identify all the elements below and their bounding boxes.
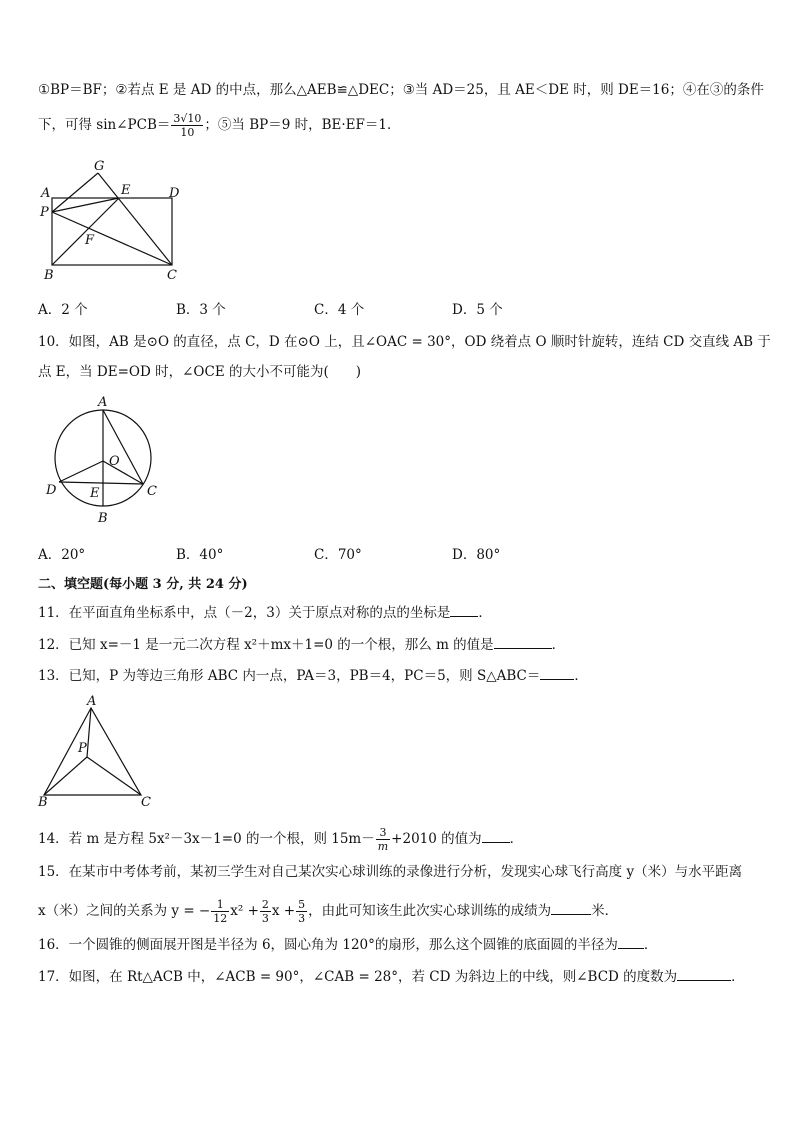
q16: 16．一个圆锥的侧面展开图是半径为 6，圆心角为 120°的扇形，那么这个圆锥的底面圆的半径为 ． bbox=[38, 934, 657, 955]
q15-f1-num: 1 bbox=[211, 898, 229, 912]
q15-unit: 米． bbox=[591, 903, 619, 919]
q9-fraction-num: 3√10 bbox=[173, 112, 202, 125]
q9-option-c[interactable]: C．4 个 bbox=[314, 302, 365, 318]
q9-option-a[interactable]: A．2 个 bbox=[38, 302, 88, 318]
q12: 12．已知 x=－1 是一元二次方程 x²＋mx＋1=0 的一个根，那么 m 的值是 ． bbox=[38, 634, 565, 655]
q9-label-E: E bbox=[121, 183, 131, 198]
q9-statements-line1: ①BP＝BF；②若点 E 是 AD 的中点，那么△AEB≌△DEC；③当 AD＝25，且 AE＜DE 时，则 DE＝16；④在③的条件 bbox=[38, 82, 764, 98]
q13-label-B: B bbox=[38, 795, 48, 810]
q10-option-c[interactable]: C．70° bbox=[314, 547, 362, 563]
q9-label-A: A bbox=[41, 186, 51, 201]
q9-label-G: G bbox=[94, 159, 105, 174]
q10-option-d[interactable]: D．80° bbox=[452, 547, 501, 563]
q15-f1-den: 12 bbox=[213, 912, 228, 925]
q13: 13．已知，P 为等边三角形 ABC 内一点，PA＝3，PB＝4，PC＝5，则 S△ABC＝ ． bbox=[38, 665, 588, 686]
q9-label-C: C bbox=[167, 268, 177, 283]
q15-f2-den: 3 bbox=[261, 912, 269, 925]
q9-line2-text-b: ；⑤当 BP＝9 时，BE·EF＝1． bbox=[204, 117, 401, 133]
q13-label-P: P bbox=[78, 741, 87, 756]
q10-label-C: C bbox=[147, 484, 157, 499]
q9-option-b[interactable]: B．3 个 bbox=[176, 302, 226, 318]
q11-text: 11．在平面直角坐标系中，点（－2，3）关于原点对称的点的坐标是 bbox=[38, 605, 451, 621]
q15-line1: 15．在某市中考体考前，某初三学生对自己某次实心球训练的录像进行分析，发现实心球飞行高度 y（米）与水平距离 bbox=[38, 864, 743, 880]
q17: 17．如图，在 Rt△ACB 中，∠ACB = 90°，∠CAB = 28°，若 CD 为斜边上的中线，则∠BCD 的度数为 ． bbox=[38, 966, 745, 987]
q9-label-F: F bbox=[85, 233, 95, 248]
q15-mid-1: x² + bbox=[230, 903, 259, 919]
q15-fraction-3 bbox=[296, 898, 307, 925]
q9-fraction-den: 10 bbox=[180, 126, 195, 139]
q10-label-O: O bbox=[109, 454, 120, 469]
q13-label-C: C bbox=[141, 795, 151, 810]
q14-answer-blank[interactable] bbox=[482, 828, 510, 843]
q15-line2 bbox=[38, 898, 618, 925]
q14: 14．若 m 是方程 5x²－3x－1=0 的一个根，则 15m－ $\frac{3}{m}$ +2010 的值为 ． bbox=[38, 826, 524, 853]
q13-text: 13．已知，P 为等边三角形 ABC 内一点，PA＝3，PB＝4，PC＝5，则 S△ABC＝ bbox=[38, 668, 541, 684]
q15-text-a: x（米）之间的关系为 y = − bbox=[38, 903, 211, 919]
q10-label-B: B bbox=[98, 511, 108, 526]
q15-fraction-2 bbox=[260, 898, 271, 925]
q9-label-D: D bbox=[169, 186, 180, 201]
q15-text-b: ，由此可知该生此次实心球训练的成绩为 bbox=[308, 903, 552, 919]
section-fill-in-title: 二、填空题(每小题 3 分, 共 24 分) bbox=[38, 577, 248, 592]
q15-answer-blank[interactable] bbox=[551, 900, 591, 915]
q15-f2-num: 2 bbox=[261, 898, 269, 911]
q16-text: 16．一个圆锥的侧面展开图是半径为 6，圆心角为 120°的扇形，那么这个圆锥的底面圆的半径为 bbox=[38, 937, 618, 953]
q11: 11．在平面直角坐标系中，点（－2，3）关于原点对称的点的坐标是 ． bbox=[38, 602, 492, 623]
q10-stem-line2: 点 E，当 DE=OD 时，∠OCE 的大小不可能为( ) bbox=[38, 364, 361, 380]
q15-mid-2: x + bbox=[271, 903, 296, 919]
q14-fraction-num: 3 bbox=[376, 826, 390, 840]
q10-stem-line1: 10．如图，AB 是⊙O 的直径，点 C，D 在⊙O 上，且∠OAC = 30°，OD 绕着点 O 顺时针旋转，连结 CD 交直线 AB 于 bbox=[38, 334, 771, 350]
q10-label-D: D bbox=[46, 483, 57, 498]
q15-f3-den: 3 bbox=[298, 912, 306, 925]
q9-line2-text-a: 下，可得 sin∠PCB＝ bbox=[38, 117, 171, 133]
q10-option-b[interactable]: B．40° bbox=[176, 547, 224, 563]
q14-fraction bbox=[376, 826, 390, 853]
q12-text: 12．已知 x=－1 是一元二次方程 x²＋mx＋1=0 的一个根，那么 m 的值是 bbox=[38, 637, 494, 653]
q14-fraction-den: m bbox=[377, 840, 389, 853]
q16-answer-blank[interactable] bbox=[618, 934, 644, 949]
q10-option-a[interactable]: A．20° bbox=[38, 547, 86, 563]
q14-text-a: 14．若 m 是方程 5x²－3x－1=0 的一个根，则 15m－ bbox=[38, 831, 375, 847]
q17-answer-blank[interactable] bbox=[677, 966, 731, 981]
q13-line-PC bbox=[87, 757, 141, 795]
q14-text-b: +2010 的值为 bbox=[391, 831, 482, 847]
q15-f3-num: 5 bbox=[298, 898, 306, 911]
q10-label-E: E bbox=[90, 486, 100, 501]
q15-fraction-1 bbox=[211, 898, 229, 925]
q9-option-d[interactable]: D．5 个 bbox=[452, 302, 503, 318]
q13-label-A: A bbox=[87, 694, 97, 709]
q17-text: 17．如图，在 Rt△ACB 中，∠ACB = 90°，∠CAB = 28°，若 CD 为斜边上的中线，则∠BCD 的度数为 bbox=[38, 969, 678, 985]
q10-label-A: A bbox=[98, 395, 108, 410]
q9-label-P: P bbox=[40, 205, 49, 220]
q13-line-PB bbox=[44, 757, 87, 795]
q9-label-B: B bbox=[44, 268, 54, 283]
